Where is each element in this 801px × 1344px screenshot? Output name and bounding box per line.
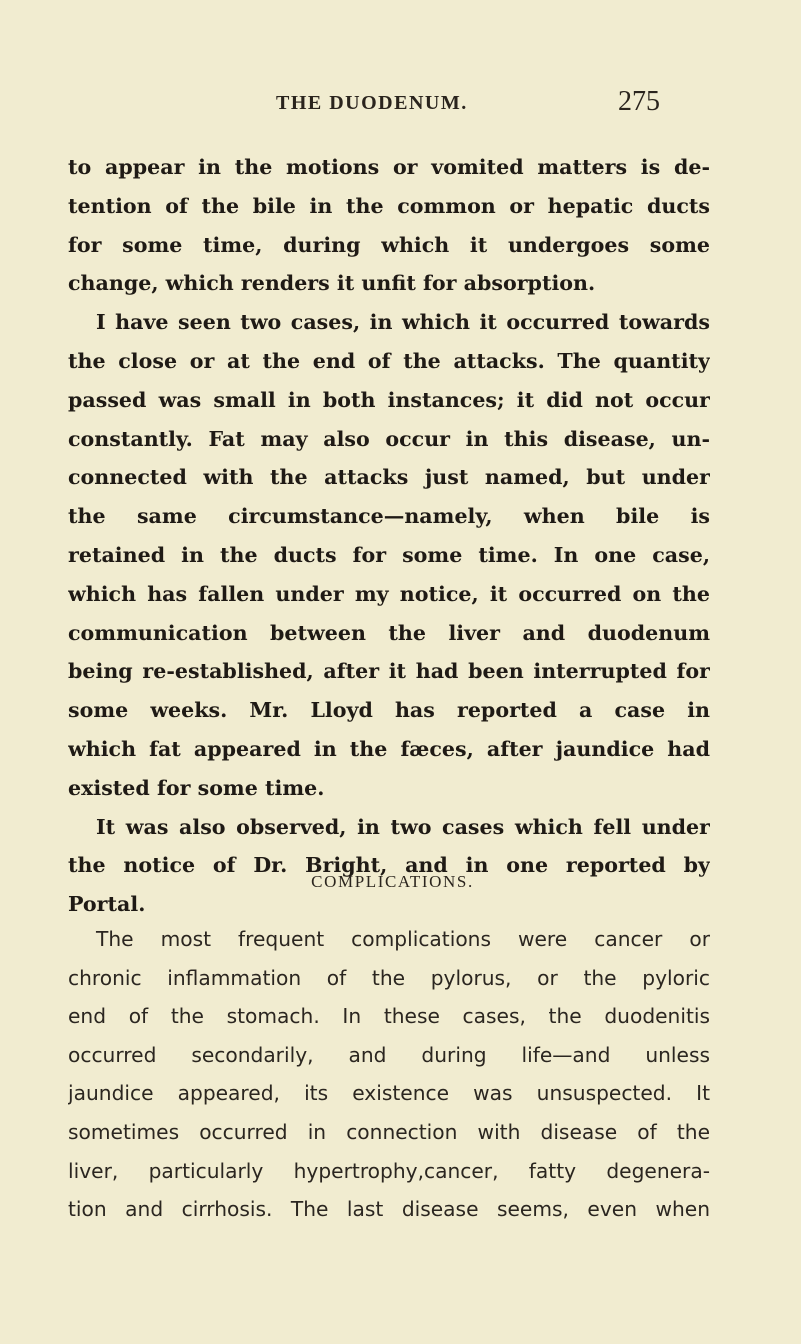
text-line: liver, particularly hypertrophy,cancer, fatty degenera- <box>68 1158 710 1183</box>
section-heading-label: COMPLICATIONS. <box>311 872 474 891</box>
text-line: jaundice appeared, its existence was unsuspected. It <box>68 1081 710 1106</box>
text-line: tention of the bile in the common or hepatic ducts <box>68 193 710 218</box>
text-line: which fat appeared in the fæces, after jaundice had <box>68 736 710 761</box>
text-line: change, which renders it unfit for absorption. <box>68 271 596 296</box>
text-line: which has fallen under my notice, it occurred on the <box>68 581 710 606</box>
text-line: some weeks. Mr. Lloyd has reported a case in <box>68 698 710 723</box>
section-heading <box>0 872 801 892</box>
text-line: I have seen two cases, in which it occurred towards <box>96 310 710 335</box>
text-line: constantly. Fat may also occur in this disease, un- <box>68 426 710 451</box>
text-line: chronic inflammation of the pylorus, or the pyloric <box>68 965 710 990</box>
text-line: to appear in the motions or vomited matters is de- <box>68 155 710 179</box>
text-line: communication between the liver and duodenum <box>68 620 710 645</box>
body-text-lower <box>68 920 710 1229</box>
text-line: The most frequent complications were cancer or <box>96 927 710 951</box>
text-line: retained in the ducts for some time. In one case, <box>68 542 710 567</box>
text-line: passed was small in both instances; it did not occur <box>68 387 710 412</box>
running-head <box>0 86 801 124</box>
text-line: tion and cirrhosis. The last disease seems, even when <box>68 1197 710 1222</box>
page-number: 275 <box>618 86 660 117</box>
body-text-upper <box>68 148 710 924</box>
text-line: occurred secondarily, and during life—and unless <box>68 1042 710 1067</box>
text-line: existed for some time. <box>68 775 325 800</box>
text-line: for some time, during which it undergoes some <box>68 232 710 257</box>
text-line: sometimes occurred in connection with disease of the <box>68 1119 710 1144</box>
text-line: the close or at the end of the attacks. The quantity <box>68 348 710 373</box>
text-line: connected with the attacks just named, but under <box>68 465 710 490</box>
text-line: the same circumstance—namely, when bile is <box>68 504 710 529</box>
text-line: end of the stomach. In these cases, the duodenitis <box>68 1004 710 1029</box>
text-line: Portal. <box>68 892 146 917</box>
text-line: being re-established, after it had been interrupted for <box>68 659 710 684</box>
running-title: THE DUODENUM. <box>276 92 468 114</box>
text-line: the notice of Dr. Bright, and in one reported by <box>68 853 710 878</box>
text-line: It was also observed, in two cases which fell under <box>96 814 710 839</box>
